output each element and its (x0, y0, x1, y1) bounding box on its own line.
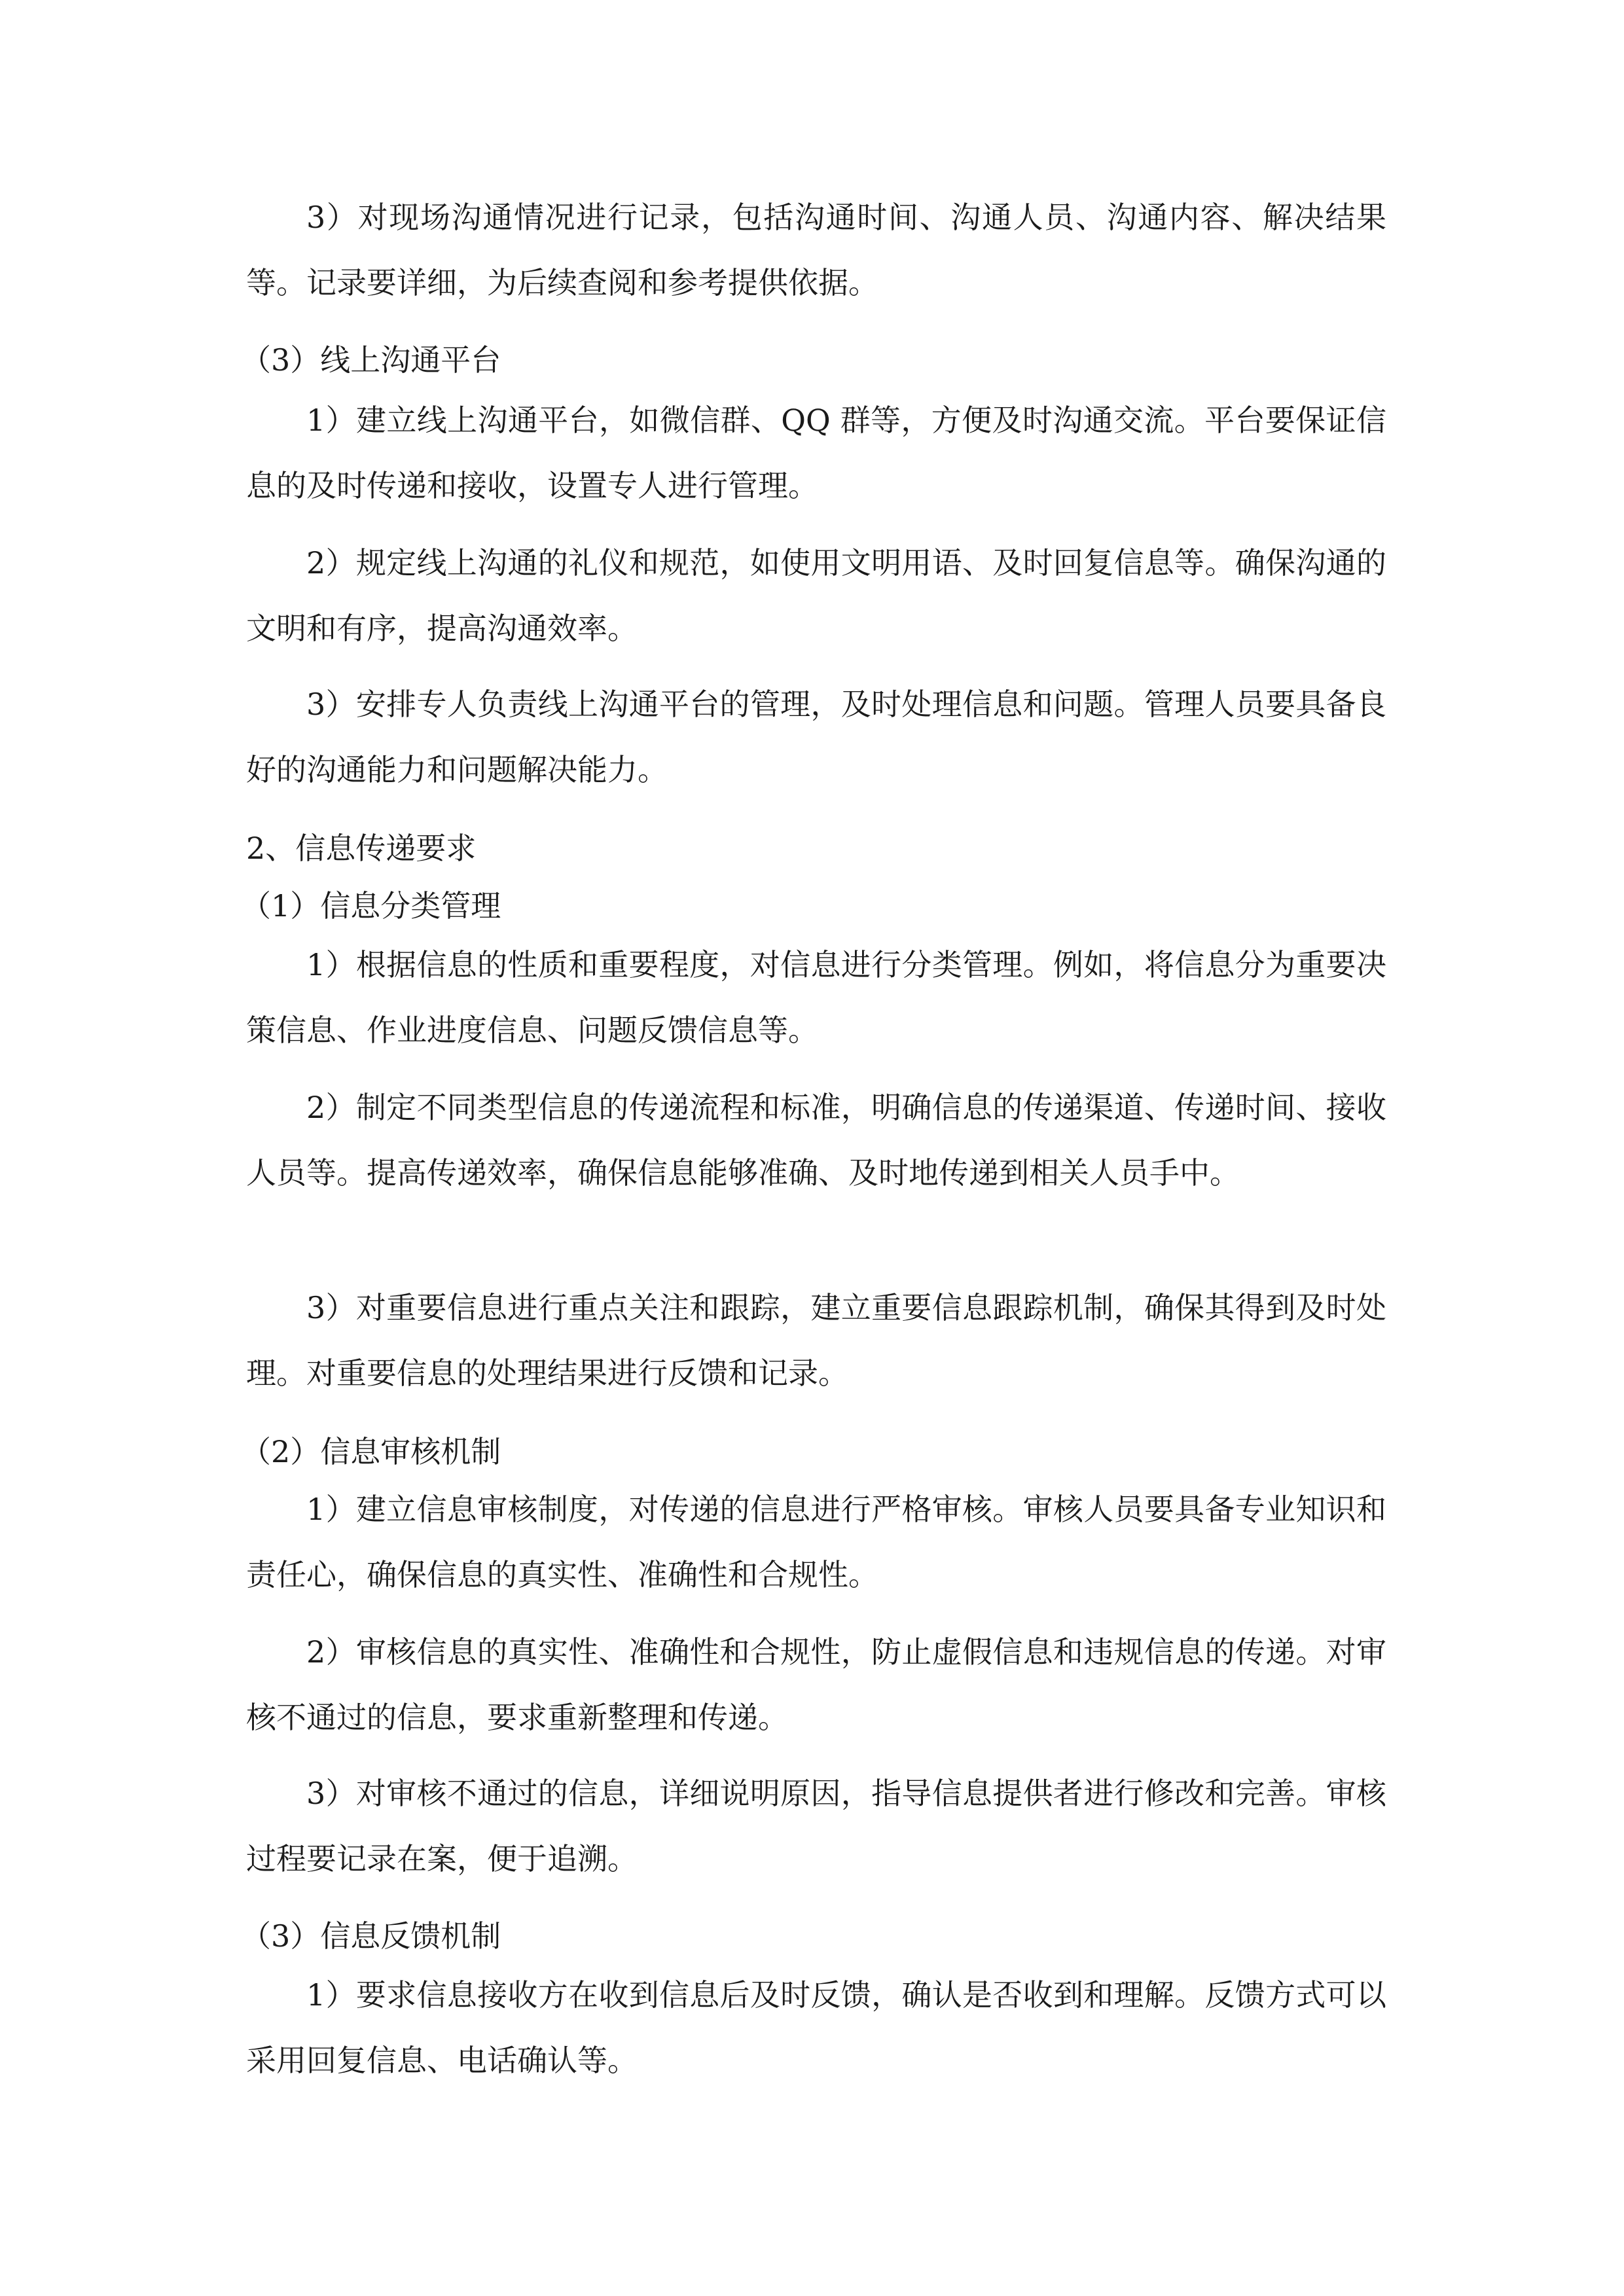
paragraph-online-admin: 3）安排专人负责线上沟通平台的管理，及时处理信息和问题。管理人员要具备良好的沟通能力和问题解决能力。 (246, 687, 1386, 787)
paragraph-classification-2: 2）制定不同类型信息的传递流程和标准，明确信息的传递渠道、传递时间、接收人员等。提高传递效率，确保信息能够准确、及时地传递到相关人员手中。 (246, 1090, 1386, 1191)
paragraph-online-etiquette: 2）规定线上沟通的礼仪和规范，如使用文明用语、及时回复信息等。确保沟通的文明和有序，提高沟通效率。 (246, 545, 1386, 646)
paragraph-classification-1: 1）根据信息的性质和重要程度，对信息进行分类管理。例如，将信息分为重要决策信息、作业进度信息、问题反馈信息等。 (246, 947, 1386, 1048)
paragraph-classification-3: 3）对重要信息进行重点关注和跟踪，建立重要信息跟踪机制，确保其得到及时处理。对重要信息的处理结果进行反馈和记录。 (246, 1290, 1386, 1391)
subheading-online-platform: （3）线上沟通平台 (241, 342, 501, 378)
paragraph-onsite-record: 3）对现场沟通情况进行记录，包括沟通时间、沟通人员、沟通内容、解决结果等。记录要详细，为后续查阅和参考提供依据。 (246, 200, 1386, 300)
subheading-info-feedback: （3）信息反馈机制 (241, 1918, 501, 1954)
paragraph-review-1: 1）建立信息审核制度，对传递的信息进行严格审核。审核人员要具备专业知识和责任心，确保信息的真实性、准确性和合规性。 (246, 1492, 1386, 1592)
paragraph-review-3: 3）对审核不通过的信息，详细说明原因，指导信息提供者进行修改和完善。审核过程要记录在案，便于追溯。 (246, 1776, 1386, 1876)
paragraph-review-2: 2）审核信息的真实性、准确性和合规性，防止虚假信息和违规信息的传递。对审核不通过的信息，要求重新整理和传递。 (246, 1634, 1386, 1735)
section-heading-info-transfer: 2、信息传递要求 (246, 831, 477, 866)
subheading-info-review: （2）信息审核机制 (241, 1434, 501, 1469)
subheading-info-classification: （1）信息分类管理 (241, 888, 501, 924)
paragraph-feedback-1: 1）要求信息接收方在收到信息后及时反馈，确认是否收到和理解。反馈方式可以采用回复信息、电话确认等。 (246, 1977, 1386, 2078)
paragraph-online-platform-setup: 1）建立线上沟通平台，如微信群、QQ 群等，方便及时沟通交流。平台要保证信息的及时传递和接收，设置专人进行管理。 (246, 403, 1386, 503)
